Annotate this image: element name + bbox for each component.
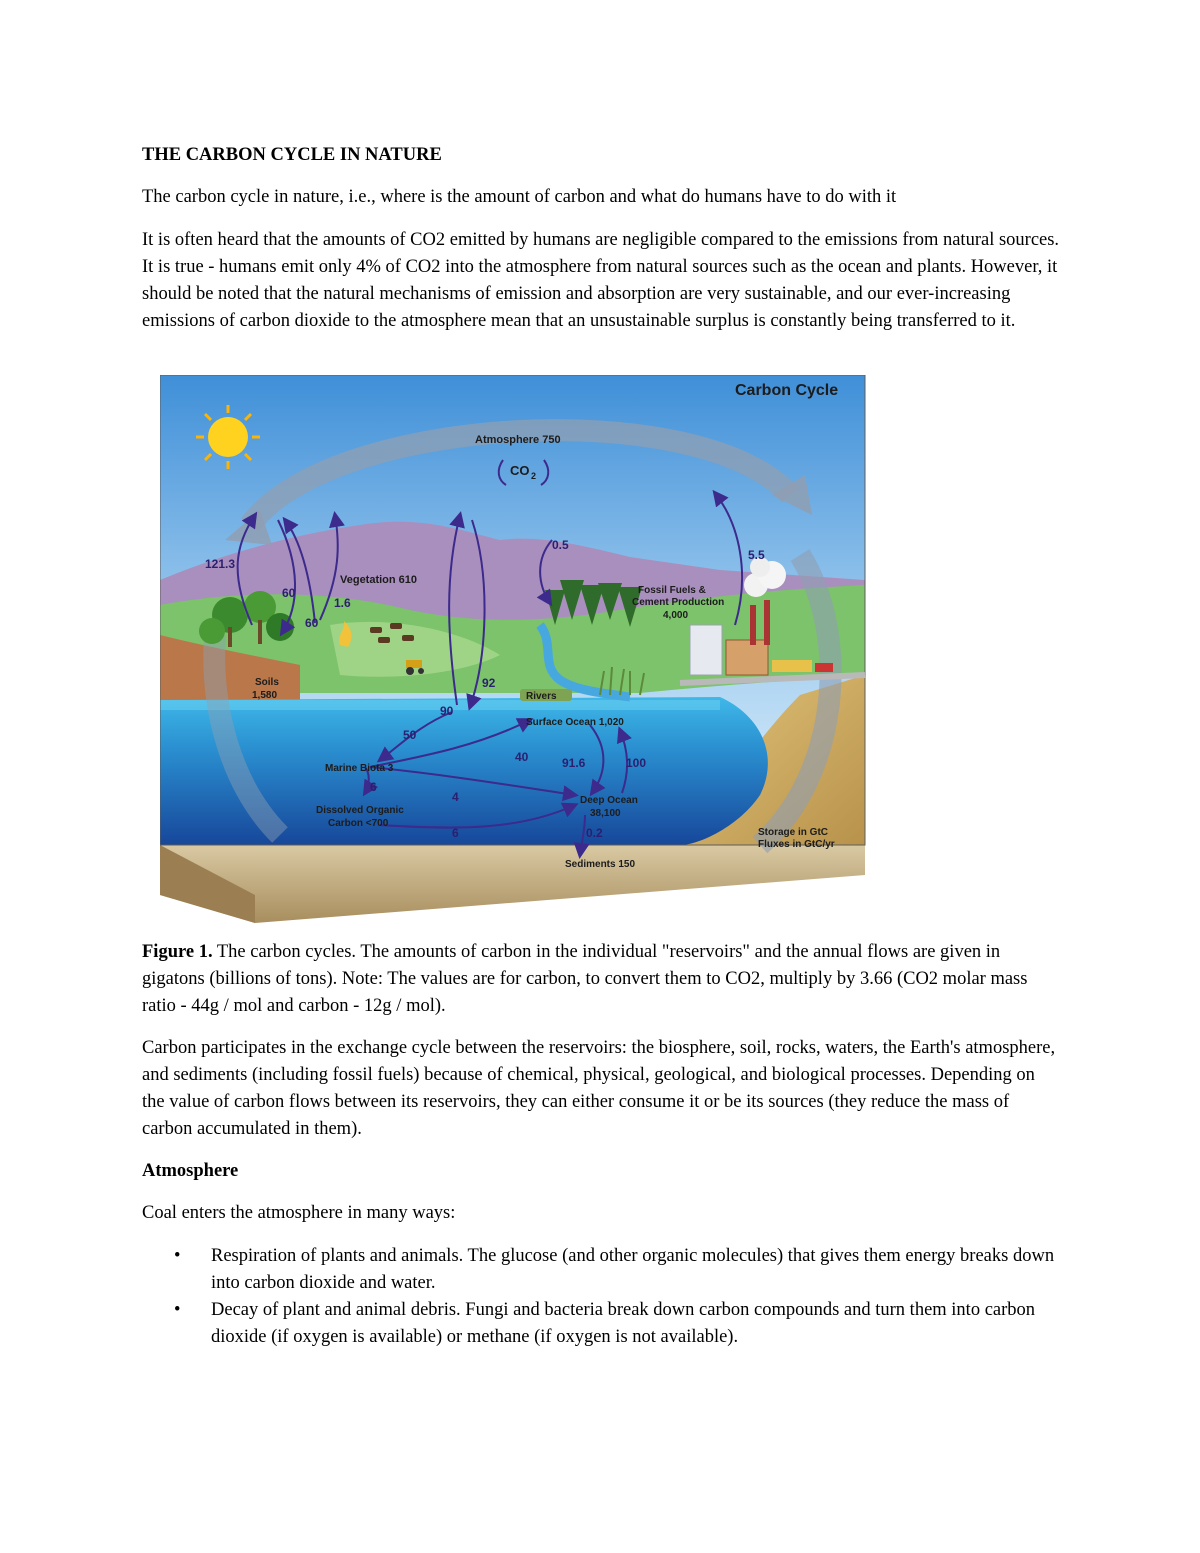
figure-caption-label: Figure 1. — [142, 942, 213, 962]
figure-caption-text: The carbon cycles. The amounts of carbon in the individual "reservoirs" and the annual flows are given in gigatons (billions of tons). Note: The values are for carbon, to convert them to CO2, multiply by 3.66 (CO2 molar mass ratio - 44g / mol and carbon - 12g / mol). — [142, 942, 1028, 1016]
marine-biota-label: Marine Biota 3 — [325, 763, 394, 774]
deep-ocean-value: 38,100 — [590, 808, 621, 819]
flux-50: 50 — [403, 728, 417, 742]
legend-fluxes: Fluxes in GtC/yr — [758, 839, 835, 850]
dissolved-label-2: Carbon <700 — [328, 818, 389, 829]
paragraph-coal: Coal enters the atmosphere in many ways: — [142, 1203, 456, 1223]
svg-text:CO: CO — [510, 463, 530, 478]
dissolved-label-1: Dissolved Organic — [316, 805, 404, 816]
fossil-label-1: Fossil Fuels & — [638, 585, 706, 596]
fossil-label-2: Cement Production — [632, 597, 725, 608]
paragraph-reservoirs: Carbon participates in the exchange cycle between the reservoirs: the biosphere, soil, rocks, waters, the Earth's atmosphere, and sediments (including fossil fuels) because of chemical, physical, geological, and biological processes. Depending on the value of carbon flows between its reservoirs, they can either consume it or be its sources (they reduce the mass of carbon accumulated in them). — [142, 1038, 1056, 1139]
flux-6-doc: 6 — [370, 780, 377, 794]
flux-121-3: 121.3 — [205, 557, 236, 571]
bullet-list — [142, 1243, 1062, 1351]
sediments-label: Sediments 150 — [565, 859, 636, 870]
intro-text: The carbon cycle in nature, i.e., where is the amount of carbon and what do humans have to do with it — [142, 187, 897, 207]
flux-0-5: 0.5 — [552, 538, 569, 552]
flux-92: 92 — [482, 676, 496, 690]
bullet-marker: • — [174, 1300, 181, 1320]
vegetation-label: Vegetation 610 — [340, 574, 418, 586]
carbon-cycle-figure — [160, 375, 872, 923]
page-title: THE CARBON CYCLE IN NATURE — [142, 145, 442, 165]
flux-90: 90 — [440, 704, 454, 718]
flux-60-atm: 60 — [282, 586, 296, 600]
deep-ocean-label: Deep Ocean — [580, 795, 638, 806]
soils-value: 1,580 — [252, 690, 278, 701]
svg-text:2: 2 — [531, 471, 537, 481]
flux-91-6: 91.6 — [562, 756, 586, 770]
atmosphere-label: Atmosphere 750 — [475, 434, 561, 446]
flux-0-2: 0.2 — [586, 826, 603, 840]
box-bottom — [160, 845, 865, 923]
carbon-cycle-diagram — [160, 375, 872, 923]
surface-ocean-label: Surface Ocean 1,020 — [526, 717, 624, 728]
bullet-text: Respiration of plants and animals. The glucose (and other organic molecules) that gives them energy breaks down into carbon dioxide and water. — [211, 1246, 1055, 1293]
flux-40: 40 — [515, 750, 529, 764]
legend-storage: Storage in GtC — [758, 827, 829, 838]
rivers-label: Rivers — [526, 691, 557, 702]
list-item — [142, 1297, 1062, 1351]
ocean — [160, 697, 768, 845]
flux-5-5: 5.5 — [748, 548, 765, 562]
soils-label: Soils — [255, 677, 279, 688]
fossil-value: 4,000 — [663, 610, 689, 621]
figure-caption — [142, 939, 1062, 1020]
flux-6-deep: 6 — [452, 826, 459, 840]
bullet-marker: • — [174, 1246, 181, 1266]
bullet-text: Decay of plant and animal debris. Fungi and bacteria break down carbon compounds and turn them into carbon dioxide (if oxygen is available) or methane (if oxygen is not available). — [211, 1300, 1036, 1347]
flux-4: 4 — [452, 790, 459, 804]
heading-atmosphere: Atmosphere — [142, 1161, 239, 1181]
flux-1-6: 1.6 — [334, 596, 351, 610]
flux-60-veg: 60 — [305, 616, 319, 630]
figure-title: Carbon Cycle — [735, 382, 839, 399]
flux-100: 100 — [626, 756, 647, 770]
list-item — [142, 1243, 1062, 1297]
paragraph-emissions: It is often heard that the amounts of CO2 emitted by humans are negligible compared to the emissions from natural sources. It is true - humans emit only 4% of CO2 into the atmosphere from natural sources such as the ocean and plants. However, it should be noted that the natural mechanisms of emission and absorption are very sustainable, and our ever-increasing emissions of carbon dioxide to the atmosphere mean that an unsustainable surplus is constantly being transferred to it. — [142, 230, 1060, 331]
